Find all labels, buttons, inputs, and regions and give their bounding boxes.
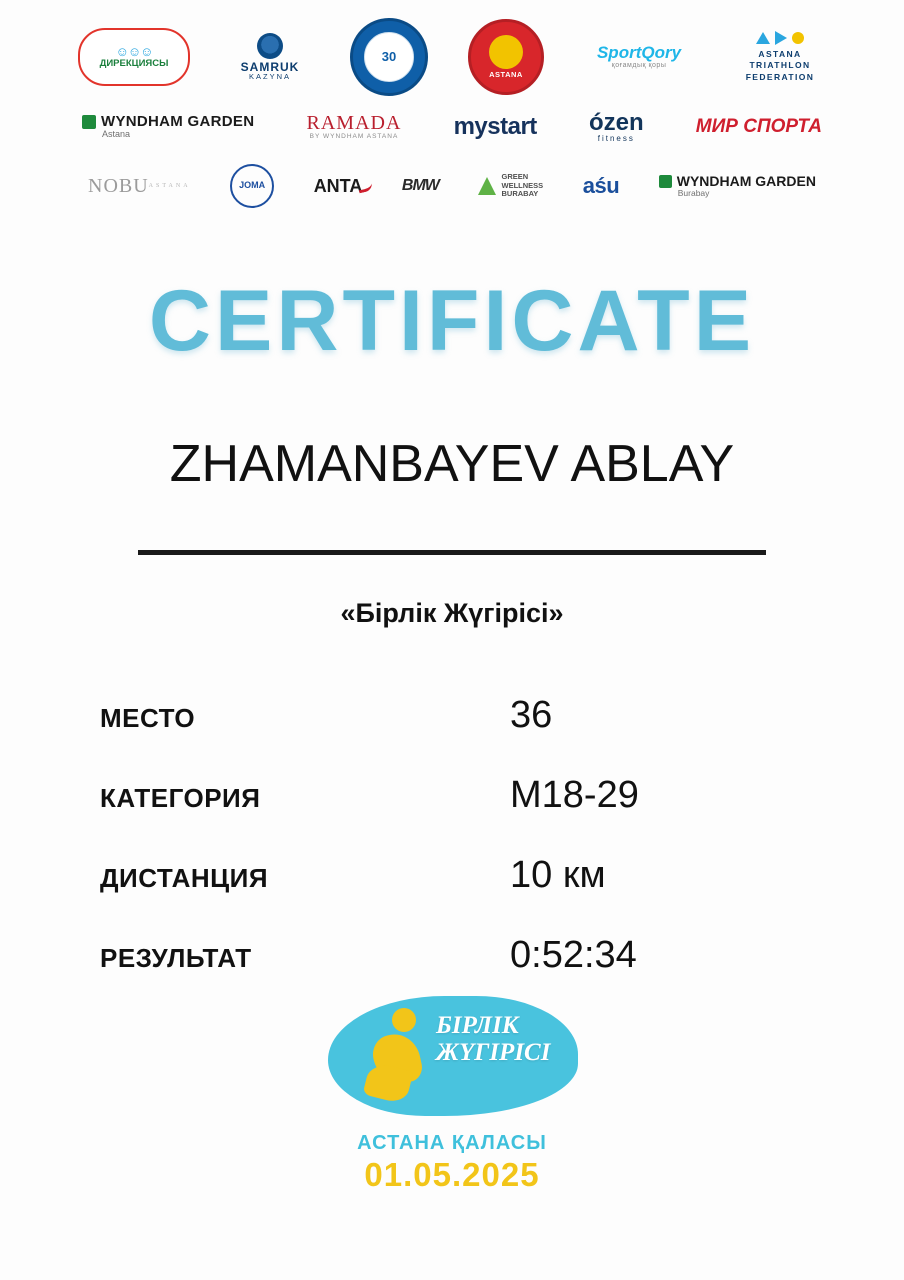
nobu-logo-text: NOBU [88, 174, 149, 197]
green-wellness-line-1: GREEN [501, 172, 529, 182]
triathlon-shapes-icon [756, 31, 804, 45]
result-value-category: M18-29 [510, 774, 639, 816]
astana-club-logo [468, 19, 544, 95]
atf-line-3: FEDERATION [745, 71, 815, 82]
sport-qory-logo [584, 44, 694, 69]
samruk-logo-subtext: KAZYNA [248, 72, 291, 82]
result-label-category: КАТЕГОРИЯ [100, 783, 261, 813]
atf-line-2: TRIATHLON [749, 60, 811, 71]
green-wellness-line-3: BURABAY [501, 189, 539, 199]
tree-icon [478, 177, 496, 195]
runner-icon [362, 1008, 436, 1104]
bmw-logo: BMW [401, 176, 439, 194]
direksiyasy-figures-icon: ☺☺☺ [115, 43, 153, 59]
event-logo [318, 990, 586, 1204]
result-label-place: МЕСТО [100, 703, 196, 733]
sport-qory-logo-subtext: қоғамдық қоры [611, 62, 667, 70]
kazakhstan-seal-logo [350, 18, 428, 96]
green-wellness-burabay-logo [478, 173, 543, 199]
astana-club-logo-text: ASTANA [489, 70, 523, 80]
event-date: 01.05.2025 [364, 1156, 540, 1193]
astana-triathlon-federation-logo [734, 31, 826, 82]
sponsor-row-3 [40, 160, 864, 212]
wyndham-garden-burabay-logo [659, 174, 816, 198]
ramada-logo-text: RAMADA [306, 112, 402, 135]
wyndham-burabay-logo-text: WYNDHAM GARDEN [676, 173, 816, 190]
nobu-logo-subtext: ASTANA [148, 182, 191, 189]
direksiyasy-logo-text: ДИРЕКЦИЯСЫ [99, 58, 169, 70]
wyndham-garden-astana-logo [82, 114, 254, 139]
event-logo-line-2: ЖҮГІРІСІ [436, 1039, 551, 1066]
ozen-fitness-logo [589, 110, 644, 144]
event-logo-line-1: БІРЛІК [436, 1012, 519, 1039]
sport-qory-logo-text: SportQory [596, 43, 682, 63]
result-value-place: 36 [510, 694, 553, 736]
results-table [100, 694, 800, 1014]
joma-logo [230, 164, 274, 208]
mystart-logo: mystart [453, 113, 537, 141]
atf-line-1: ASTANA [758, 49, 802, 60]
result-label-distance: ДИСТАНЦИЯ [100, 863, 269, 893]
table-row [100, 854, 800, 934]
astana-crest-icon [489, 35, 523, 69]
event-logo-script [436, 1012, 550, 1066]
result-value-time: 0:52:34 [510, 934, 637, 976]
event-city: АСТАНА ҚАЛАСЫ [357, 1132, 547, 1154]
participant-name: ZHAMANBAYEV ABLAY [169, 435, 735, 493]
wyndham-astana-logo-subtext: Astana [102, 129, 131, 140]
wyndham-burabay-square-icon [659, 175, 672, 188]
ozen-logo-text: ózen [588, 109, 644, 137]
nobu-logo [88, 176, 191, 197]
sponsor-logo-band [0, 18, 904, 212]
wyndham-square-icon [82, 115, 96, 129]
table-row [100, 774, 800, 854]
ramada-logo [307, 113, 402, 141]
certificate-title: CERTIFICATE [148, 273, 756, 369]
direksiyasy-logo [78, 28, 190, 86]
wyndham-burabay-logo-subtext: Burabay [677, 187, 710, 198]
wyndham-astana-logo-text: WYNDHAM GARDEN [101, 113, 255, 131]
green-wellness-line-2: WELLNESS [501, 180, 544, 190]
mir-sporta-logo: МИР СПОРТА [695, 116, 822, 138]
ramada-logo-subtext: BY WYNDHAM ASTANA [309, 133, 399, 141]
event-name: «Бірлік Жүгірісі» [340, 598, 564, 628]
asu-logo: aśu [582, 173, 620, 199]
joma-logo-text: JOMA [239, 180, 266, 191]
samruk-bird-icon [257, 33, 283, 59]
result-value-distance: 10 км [510, 854, 606, 896]
table-row [100, 694, 800, 774]
samruk-logo-text: SAMRUK [240, 59, 300, 74]
anta-logo [314, 177, 363, 196]
anta-logo-text: ANTA [313, 175, 363, 196]
ozen-logo-subtext: fitness [597, 134, 635, 144]
title-divider [138, 550, 766, 555]
kazakhstan-seal-text: 30 [364, 32, 414, 82]
samruk-kazyna-logo [230, 33, 310, 81]
sponsor-row-1 [40, 18, 864, 96]
result-label-time: РЕЗУЛЬТАТ [100, 943, 252, 973]
anta-swoosh-icon [357, 177, 373, 193]
sponsor-row-2 [40, 104, 864, 150]
